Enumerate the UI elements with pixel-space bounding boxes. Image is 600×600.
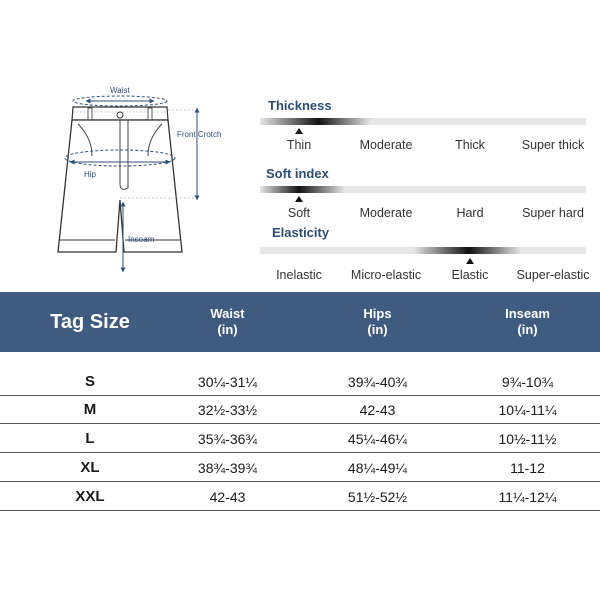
waist-cell: 42-43 (209, 489, 246, 505)
soft-index-marker-icon (295, 196, 303, 202)
shorts-measurement-diagram (40, 80, 260, 280)
hips-header (315, 292, 440, 352)
thickness-option: Moderate (359, 138, 413, 152)
inseam-header-label: Inseam (505, 306, 550, 321)
size-cell: XL (80, 459, 100, 476)
soft-index-title: Soft index (266, 166, 329, 181)
hips-cell: 39¾-40¾ (347, 374, 408, 390)
inseam-cell: 11¼-12¼ (498, 489, 557, 505)
thickness-option: Super thick (521, 138, 585, 152)
size-table-header (0, 292, 600, 352)
elasticity-title: Elasticity (272, 225, 330, 240)
soft-index-bar (260, 186, 586, 193)
elasticity-option: Inelastic (276, 268, 322, 282)
soft-index-option: Super hard (522, 206, 584, 220)
inseam-cell: 9¾-10¾ (501, 374, 554, 390)
hips-header-label: Hips (363, 306, 392, 321)
elasticity-scale (258, 225, 588, 285)
waist-cell: 38¾-39¾ (197, 460, 258, 476)
inseam-header-unit: (in) (517, 322, 538, 337)
waist-label: Waist (110, 86, 130, 95)
inseam-cell: 11-12 (510, 460, 545, 476)
thickness-marker-icon (295, 128, 303, 134)
table-row (0, 397, 600, 424)
size-cell: M (83, 401, 97, 418)
soft-index-scale (258, 166, 588, 224)
waist-cell: 30¼-31¼ (197, 374, 258, 390)
elasticity-bar (260, 247, 586, 254)
size-cell: XXL (75, 488, 105, 505)
tag-size-header (20, 292, 160, 352)
soft-index-option: Soft (287, 206, 311, 220)
inseam-header (465, 292, 590, 352)
thickness-title: Thickness (268, 98, 332, 113)
hips-header-unit: (in) (367, 322, 388, 337)
waist-cell: 32½-33½ (197, 402, 258, 418)
size-cell: S (84, 373, 95, 390)
soft-index-option: Moderate (359, 206, 413, 220)
inseam-label: Inseam (128, 235, 155, 244)
hip-label: Hip (84, 170, 97, 179)
tag-size-header-label: Tag Size (50, 310, 130, 333)
hips-cell: 48¼-49¼ (347, 460, 408, 476)
elasticity-option: Super-elastic (516, 268, 590, 282)
waist-header-unit: (in) (217, 322, 238, 337)
hips-cell: 45¼-46¼ (347, 431, 408, 447)
thickness-option: Thick (455, 138, 485, 152)
table-row (0, 426, 600, 453)
size-cell: L (85, 430, 95, 447)
table-row (0, 484, 600, 511)
thickness-option: Thin (286, 138, 312, 152)
waist-header (170, 292, 285, 352)
shorts-illustration (40, 80, 260, 280)
elasticity-option: Micro-elastic (350, 268, 422, 282)
thickness-bar (260, 118, 586, 125)
waist-cell: 35¾-36¾ (197, 431, 258, 447)
elasticity-marker-icon (466, 258, 474, 264)
soft-index-option: Hard (456, 206, 484, 220)
waist-header-label: Waist (210, 306, 245, 321)
elasticity-option: Elastic (451, 268, 489, 282)
hips-cell: 42-43 (359, 402, 396, 418)
inseam-cell: 10½-11½ (498, 431, 557, 447)
table-row (0, 455, 600, 482)
thickness-scale (258, 98, 588, 156)
table-row (0, 369, 600, 396)
front-crotch-label: Front Crotch (177, 130, 222, 139)
inseam-cell: 10¼-11¼ (498, 402, 557, 418)
hips-cell: 51½-52½ (347, 489, 408, 505)
